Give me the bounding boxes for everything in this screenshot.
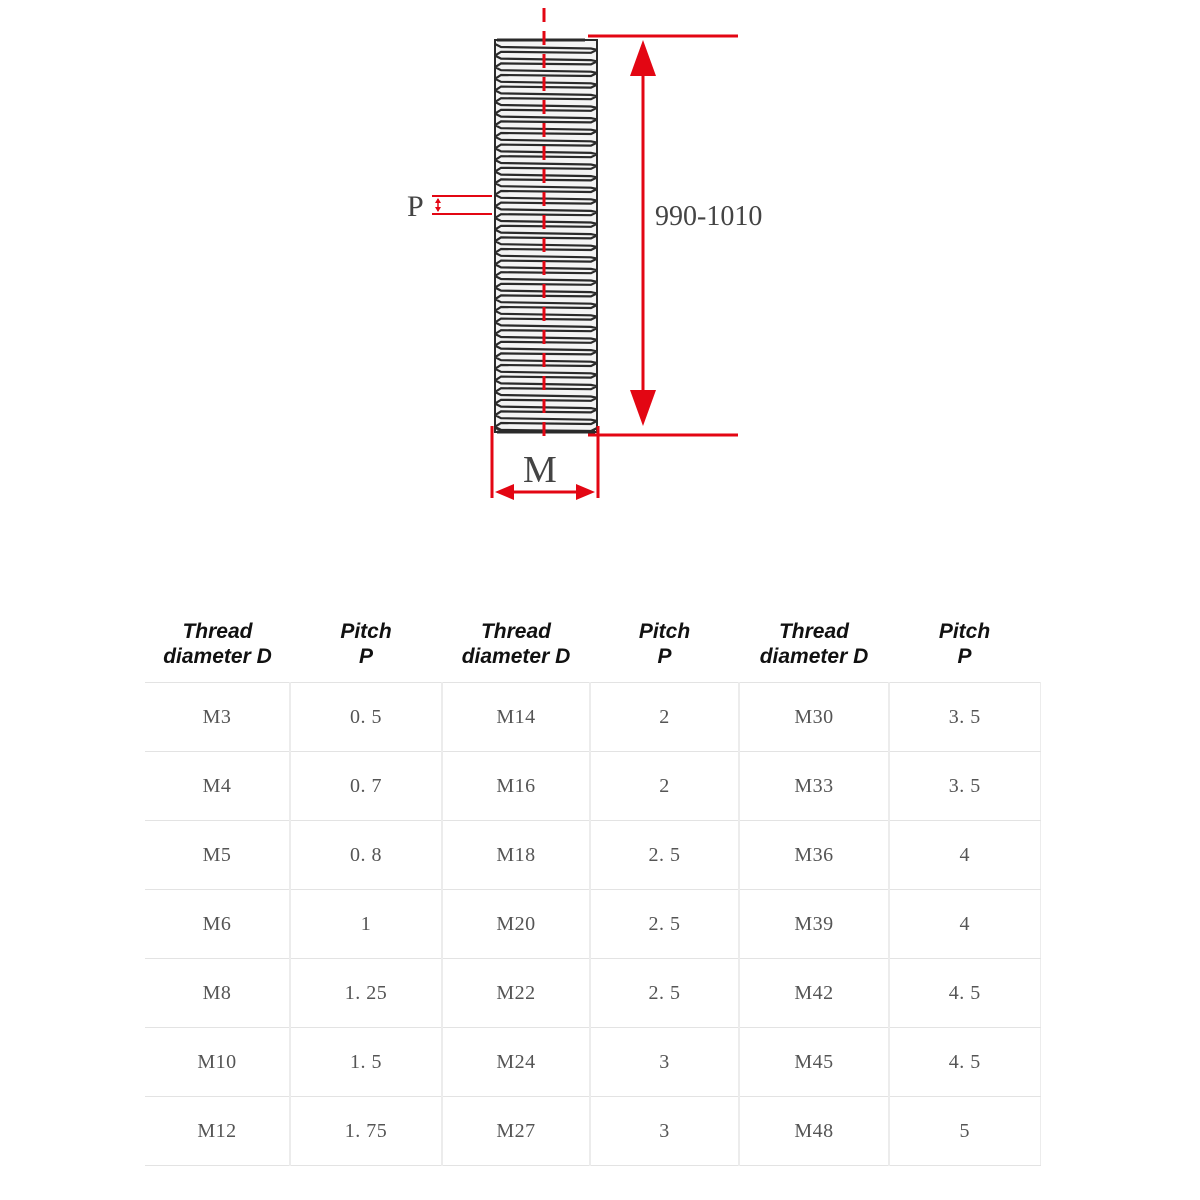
threaded-rod-diagram: [0, 0, 1200, 560]
table-row: [145, 890, 1040, 959]
table-cell: 2: [590, 683, 739, 752]
table-cell: 4: [889, 821, 1040, 890]
table-cell: 3: [590, 1097, 739, 1166]
table-row: [145, 959, 1040, 1028]
table-cell: M3: [145, 683, 290, 752]
table-cell: M16: [442, 752, 590, 821]
thread-spec-table: [145, 606, 1041, 1166]
arrow-up-icon: [630, 40, 656, 76]
table-cell: 5: [889, 1097, 1040, 1166]
threaded-rod: [495, 40, 597, 432]
table-cell: 2. 5: [590, 890, 739, 959]
table-cell: 4: [889, 890, 1040, 959]
table-cell: M6: [145, 890, 290, 959]
table-cell: M5: [145, 821, 290, 890]
table-cell: M30: [739, 683, 889, 752]
table-cell: 2. 5: [590, 821, 739, 890]
table-cell: 3: [590, 1028, 739, 1097]
table-cell: M18: [442, 821, 590, 890]
diameter-label: M: [523, 449, 557, 491]
table-cell: M27: [442, 1097, 590, 1166]
arrow-right-icon: [576, 484, 595, 500]
length-dimension: [588, 36, 762, 435]
table-cell: M22: [442, 959, 590, 1028]
table-cell: M33: [739, 752, 889, 821]
table-row: [145, 1097, 1040, 1166]
table-cell: 0. 5: [290, 683, 442, 752]
table-cell: 1. 5: [290, 1028, 442, 1097]
table-header-row: [145, 606, 1040, 683]
table-cell: M48: [739, 1097, 889, 1166]
table-cell: 2: [590, 752, 739, 821]
table-cell: M12: [145, 1097, 290, 1166]
header-pitch-1: Pitch P: [340, 620, 392, 668]
table-row: [145, 683, 1040, 752]
diameter-dimension: [492, 426, 598, 500]
table-cell: M10: [145, 1028, 290, 1097]
table-cell: 0. 7: [290, 752, 442, 821]
pitch-dimension: [407, 190, 492, 223]
header-thread-diameter-3: Thread diameter D: [759, 620, 869, 668]
table-cell: M36: [739, 821, 889, 890]
table-cell: M39: [739, 890, 889, 959]
table-cell: M24: [442, 1028, 590, 1097]
arrow-left-icon: [495, 484, 514, 500]
table-cell: 2. 5: [590, 959, 739, 1028]
header-thread-diameter-2: Thread diameter D: [461, 620, 571, 668]
header-pitch-3: Pitch P: [938, 620, 991, 668]
table-cell: 3. 5: [889, 752, 1040, 821]
table-cell: 3. 5: [889, 683, 1040, 752]
pitch-label: P: [407, 190, 424, 223]
table-cell: 4. 5: [889, 959, 1040, 1028]
table-row: [145, 752, 1040, 821]
table-cell: 1: [290, 890, 442, 959]
table-cell: M8: [145, 959, 290, 1028]
length-label: 990-1010: [655, 201, 763, 232]
table-cell: 0. 8: [290, 821, 442, 890]
table-cell: M20: [442, 890, 590, 959]
table-row: [145, 1028, 1040, 1097]
table-cell: M4: [145, 752, 290, 821]
header-thread-diameter-1: Thread diameter D: [163, 620, 272, 668]
table-cell: M14: [442, 683, 590, 752]
table-cell: 1. 75: [290, 1097, 442, 1166]
table-cell: M42: [739, 959, 889, 1028]
table-cell: M45: [739, 1028, 889, 1097]
table-cell: 1. 25: [290, 959, 442, 1028]
table-row: [145, 821, 1040, 890]
arrow-down-icon: [630, 390, 656, 426]
header-pitch-2: Pitch P: [638, 620, 691, 668]
table-cell: 4. 5: [889, 1028, 1040, 1097]
